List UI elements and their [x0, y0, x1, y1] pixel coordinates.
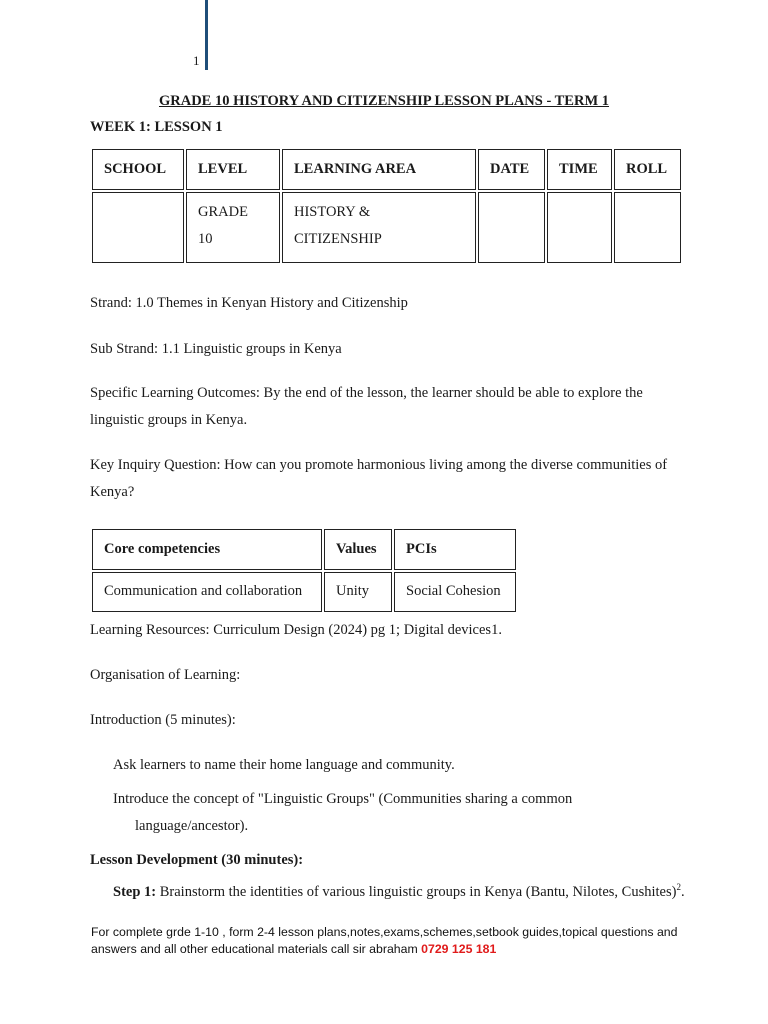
week-lesson-heading: WEEK 1: LESSON 1 [90, 119, 223, 135]
key-inquiry-question: Key Inquiry Question: How can you promote harmonious living among the diverse communities of Kenya? [90, 457, 668, 500]
step-1 [113, 874, 695, 906]
cell-learning-area [282, 192, 476, 263]
introduction-heading: Introduction (5 minutes): [90, 712, 236, 728]
strand: Strand: 1.0 Themes in Kenyan History and Citizenship [90, 295, 408, 311]
cell-pci: Social Cohesion [394, 572, 516, 612]
organisation-of-learning: Organisation of Learning: [90, 667, 241, 683]
learning-resources: Learning Resources: Curriculum Design (2024) pg 1; Digital devices1. [90, 622, 502, 638]
intro-point-2: Introduce the concept of "Linguistic Groups" (Communities sharing a common language/ancestor). [113, 791, 573, 834]
header-learning-area: LEARNING AREA [282, 149, 476, 190]
document-title: GRADE 10 HISTORY AND CITIZENSHIP LESSON PLANS - TERM 1 [158, 93, 610, 109]
header-school: SCHOOL [92, 149, 184, 190]
cell-core-competency: Communication and collaboration [92, 572, 322, 612]
table-row [92, 192, 681, 263]
level-line-2: 10 [198, 231, 213, 247]
page-number: 1 [193, 53, 200, 68]
cell-level [186, 192, 280, 263]
footer-phone: 0729 125 181 [421, 942, 497, 956]
header-rule [205, 0, 208, 70]
cell-value: Unity [324, 572, 392, 612]
area-line-2: CITIZENSHIP [294, 231, 382, 247]
cell-school [92, 192, 184, 263]
header-values: Values [324, 529, 392, 570]
header-time: TIME [547, 149, 612, 190]
header-pcis: PCIs [394, 529, 516, 570]
header-core-competencies: Core competencies [92, 529, 322, 570]
specific-learning-outcomes: Specific Learning Outcomes: By the end of the lesson, the learner should be able to explore the linguistic groups in Kenya. [90, 385, 643, 428]
sub-strand: Sub Strand: 1.1 Linguistic groups in Kenya [90, 341, 342, 357]
header-level: LEVEL [186, 149, 280, 190]
header-date: DATE [478, 149, 545, 190]
table-header-row [92, 149, 681, 190]
step-1-end: . [680, 883, 685, 900]
intro-point-1: Ask learners to name their home language and community. [113, 757, 455, 773]
competencies-table [90, 527, 518, 614]
header-roll: ROLL [614, 149, 681, 190]
footer-text: For complete grde 1-10 , form 2-4 lesson plans,notes,exams,schemes,setbook guides,topical questions and answers and all other educational materials call sir abraham [91, 925, 678, 956]
footer-advert [91, 924, 691, 958]
area-line-1: HISTORY & [294, 204, 371, 220]
footnote-ref: 2 [676, 882, 681, 892]
step-1-label: Step 1: [113, 883, 157, 900]
table-row [92, 572, 516, 612]
table-header-row [92, 529, 516, 570]
level-line-1: GRADE [198, 204, 248, 220]
step-1-text: Brainstorm the identities of various linguistic groups in Kenya (Bantu, Nilotes, Cushites) [156, 883, 677, 900]
cell-roll [614, 192, 681, 263]
lesson-development-heading: Lesson Development (30 minutes): [90, 852, 304, 868]
cell-time [547, 192, 612, 263]
cell-date [478, 192, 545, 263]
lesson-info-table [90, 147, 683, 265]
